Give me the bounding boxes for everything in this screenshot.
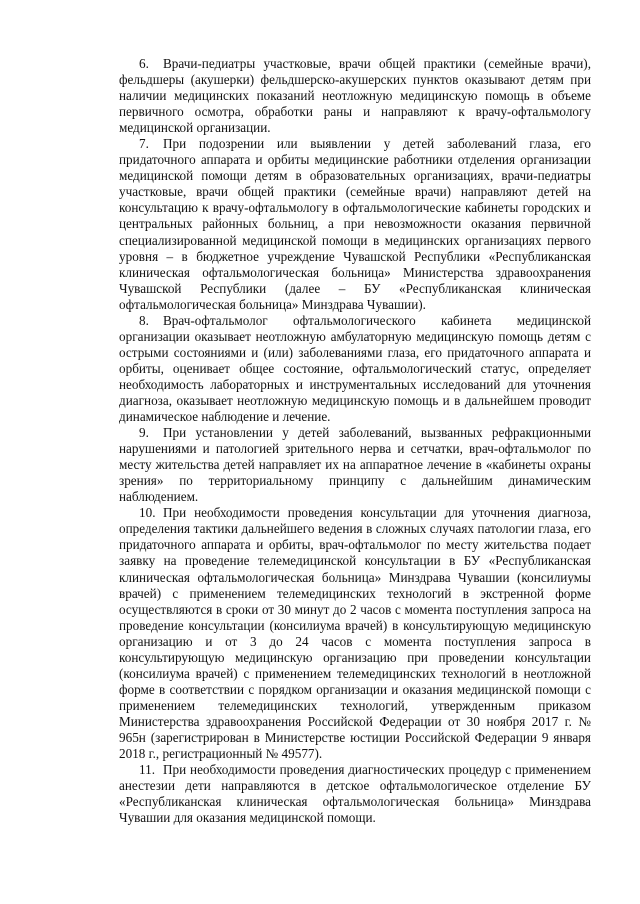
paragraph-text: При необходимости проведения диагностических процедур с применением анестезии дети направляются в детское офтальмологическое отделение БУ «Республиканская клиническая офтальмологическая больница» Минздрава Чувашии для оказания медицинской помощи. xyxy=(119,762,591,826)
paragraph-number: 9. xyxy=(139,425,149,441)
paragraph-10 xyxy=(119,505,591,762)
document-page xyxy=(119,56,591,826)
paragraph-number: 10. xyxy=(139,505,156,521)
paragraph-text: При необходимости проведения консультации для уточнения диагноза, определения тактики дальнейшего ведения в сложных случаях патологии глаза, его придаточного аппарата и орбиты, врач-офтальмолог по месту жительства подает заявку на проведение телемедицинской консультации в БУ «Республиканская клиническая офтальмологическая больница» Минздрава Чувашии (консилиумы врачей) с применением телемедицинских технологий в экстренной форме осуществляются в сроки от 30 минут до 2 часов с момента поступления запроса на проведение консультации (консилиума врачей) в консультирующую медицинскую организацию и от 3 до 24 часов с момента поступления запроса в консультирующую медицинскую организацию при проведении консультации (консилиума врачей) с применением телемедицинских технологий в неотложной форме в соответствии с порядком организации и оказания медицинской помощи с применением телемедицинских технологий, утвержденным приказом Министерства здравоохранения Российской Федерации от 30 ноября 2017 г. № 965н (зарегистрирован в Министерстве юстиции Российской Федерации 9 января 2018 г., регистрационный № 49577). xyxy=(119,505,591,762)
paragraph-text: При установлении у детей заболеваний, вызванных рефракционными нарушениями и патологией зрительного нерва и сетчатки, врач-офтальмолог по месту жительства детей направляет их на аппаратное лечение в «кабинеты охраны зрения» по территориальному принципу с дальнейшим динамическим наблюдением. xyxy=(119,425,591,505)
paragraph-number: 7. xyxy=(139,136,149,152)
paragraph-8 xyxy=(119,313,591,425)
paragraph-6 xyxy=(119,56,591,136)
paragraph-11 xyxy=(119,762,591,826)
paragraph-number: 11. xyxy=(139,762,155,778)
paragraph-number: 8. xyxy=(139,312,149,328)
paragraph-text: Врачи-педиатры участковые, врачи общей практики (семейные врачи), фельдшеры (акушерки) фельдшерско-акушерских пунктов оказывают детям при наличии медицинских показаний неотложную медицинскую помощь в объеме первичного осмотра, обработки раны и направляют к врачу-офтальмологу медицинской организации. xyxy=(119,56,591,136)
paragraph-text: Врач-офтальмолог офтальмологического кабинета медицинской организации оказывает неотложную амбулаторную медицинскую помощь детям с острыми состояниями и (или) заболеваниями глаза, его придаточного аппарата и орбиты, оценивает общее состояние, офтальмологический статус, определяет необходимость лабораторных и инструментальных исследований для уточнения диагноза, оказывает неотложную медицинскую помощь и в дальнейшем проводит динамическое наблюдение и лечение. xyxy=(119,312,591,425)
paragraph-7 xyxy=(119,136,591,313)
paragraph-9 xyxy=(119,425,591,505)
paragraph-number: 6. xyxy=(139,56,149,71)
paragraph-text: При подозрении или выявлении у детей заболеваний глаза, его придаточного аппарата и орбиты медицинские работники отделения организации медицинской помощи детям в образовательных организациях, врачи-педиатры участковые, врачи общей практики (семейные врачи) направляют детей на консультацию к врачу-офтальмологу в офтальмологические кабинеты городских и центральных районных больниц, а при невозможности оказания первичной специализированной медицинской помощи в медицинских организациях первого уровня – в бюджетное учреждение Чувашской Республики «Республиканская клиническая офтальмологическая больница» Министерства здравоохранения Чувашской Республики (далее – БУ «Республиканская клиническая офтальмологическая больница» Минздрава Чувашии). xyxy=(119,136,591,312)
